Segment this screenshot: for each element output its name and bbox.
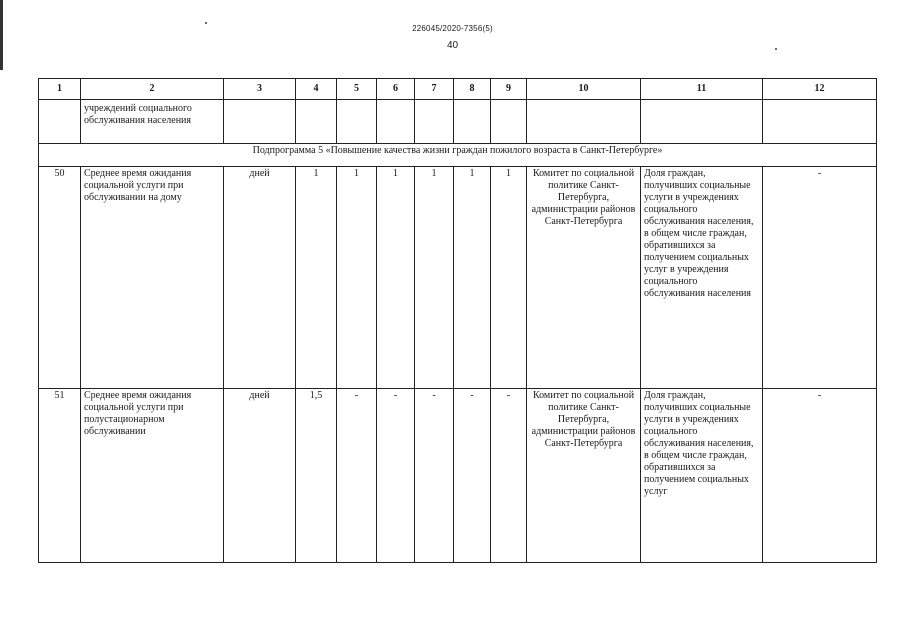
value-cell: 1 [454,167,491,389]
col-number: 11 [641,79,763,100]
subprogram-title: Подпрограмма 5 «Повышение качества жизни граждан пожилого возраста в Санкт-Петербурге» [39,144,877,167]
col12-value: - [763,167,877,389]
col-number: 3 [224,79,296,100]
value-cell: 1 [296,167,337,389]
table-row [39,167,877,389]
indicator-name: Среднее время ожидания социальной услуги при обслуживании на дому [81,167,224,389]
unit: дней [224,389,296,563]
value-cell: - [415,389,454,563]
col-number: 10 [527,79,641,100]
continuation-text: учреждений социального обслуживания населения [81,100,224,144]
value-cell: - [377,389,415,563]
page-number: 40 [446,40,459,51]
indicators-table [38,78,877,563]
col-number: 8 [454,79,491,100]
indicator-name: Среднее время ожидания социальной услуги при полустационарном обслуживании [81,389,224,563]
value-cell: 1 [415,167,454,389]
col-number: 12 [763,79,877,100]
value-cell: - [337,389,377,563]
row-number: 50 [39,167,81,389]
responsible-executor: Комитет по социальной политике Санкт-Петербурга, администрации районов Санкт-Петербурга [527,389,641,563]
value-cell: - [491,389,527,563]
col-number: 6 [377,79,415,100]
related-indicator: Доля граждан, получивших социальные услуги в учреждениях социального обслуживания населения, в общем числе граждан, обратившихся за получением социальных услуг [641,389,763,563]
unit: дней [224,167,296,389]
col-number: 1 [39,79,81,100]
responsible-executor: Комитет по социальной политике Санкт-Петербурга, администрации районов Санкт-Петербурга [527,167,641,389]
value-cell: 1 [491,167,527,389]
table-row [39,389,877,563]
value-cell: 1,5 [296,389,337,563]
col12-value: - [763,389,877,563]
column-number-row [39,79,877,100]
scan-edge-mark [0,0,3,70]
col-number: 2 [81,79,224,100]
col-number: 9 [491,79,527,100]
value-cell: 1 [377,167,415,389]
col-number: 4 [296,79,337,100]
document-id: 226045/2020-7356(5) [412,24,493,33]
value-cell: - [454,389,491,563]
related-indicator: Доля граждан, получивших социальные услуги в учреждениях социального обслуживания населения, в общем числе граждан, обратившихся за получением социальных услуг в учреждения социального обслуживания населения [641,167,763,389]
col-number: 7 [415,79,454,100]
continuation-row [39,100,877,144]
value-cell: 1 [337,167,377,389]
col-number: 5 [337,79,377,100]
subprogram-row [39,144,877,167]
row-number: 51 [39,389,81,563]
